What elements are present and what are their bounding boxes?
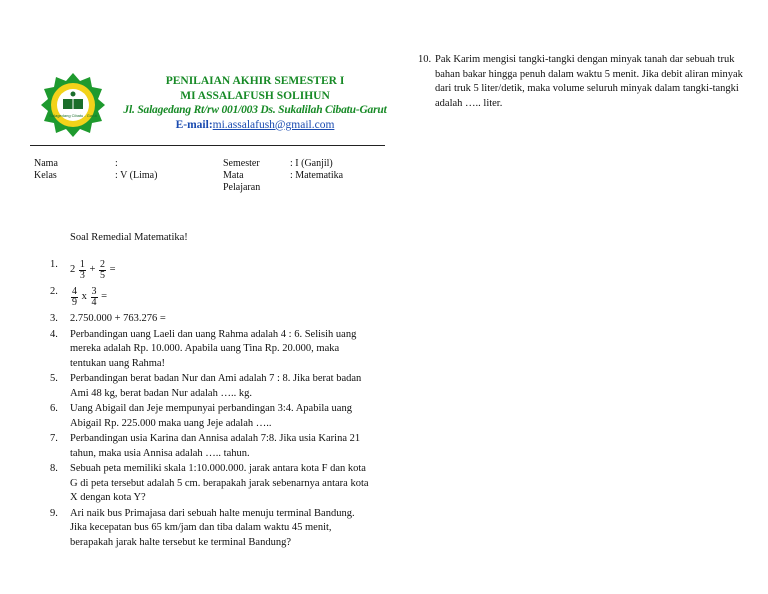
whole-number: 2 xyxy=(70,264,76,276)
mapel-label-1: Mata xyxy=(223,170,244,181)
school-email xyxy=(110,118,400,133)
denominator: 4 xyxy=(91,297,97,308)
question-6 xyxy=(34,402,374,431)
fraction-2 xyxy=(99,260,106,281)
mapel-label-2: Pelajaran xyxy=(223,182,261,193)
school-address: Jl. Salagedang Rt/rw 001/003 Ds. Sukalilah Cibatu-Garut xyxy=(123,104,387,116)
question-text: Perbandingan usia Karina dan Annisa adalah 7:8. Jika usia Karina 21 tahun, maka usia Annisa adalah ….. tahun. xyxy=(70,433,361,459)
school-logo-icon xyxy=(40,72,106,138)
question-text: Sebuah peta memiliki skala 1:10.000.000. jarak antara kota F dan kota G di peta tersebut adalah 5 cm. berapakah jarak sebenarnya antara kota X dengan kota Y? xyxy=(70,463,369,503)
denominator: 9 xyxy=(72,297,77,308)
operator: x xyxy=(81,291,87,303)
question-text: 2.750.000 + 763.276 = xyxy=(70,313,166,324)
question-1 xyxy=(34,258,374,284)
numerator: 1 xyxy=(79,259,85,270)
question-text: Ari naik bus Primajasa dari sebuah halte menuju terminal Bandung. Jika kecepatan bus 65 km/jam dan tiba dalam waktu 45 menit, berapakah jarak halte tersebut ke terminal Bandung? xyxy=(70,507,355,548)
question-number: 6. xyxy=(50,403,58,414)
question-text: Pak Karim mengisi tangki-tangki dengan minyak tanah dar sebuah truk bahan bakar hingga penuh dalam waktu 5 menit. Jika debit aliran minyak dari truk 5 liter/detik, maka volume seluruh minyak dalam tangki-tangki adalah ….. liter. xyxy=(435,54,743,109)
question-number: 2. xyxy=(50,286,58,297)
question-number: 9. xyxy=(50,507,58,519)
nama-label: Nama xyxy=(34,158,58,169)
question-number: 8. xyxy=(50,463,58,474)
kelas-value: : V (Lima) xyxy=(115,170,158,181)
email-label: E-mail: xyxy=(175,118,213,131)
question-3 xyxy=(34,312,374,327)
question-number: 3. xyxy=(50,313,58,324)
question-number: 10. xyxy=(418,54,432,65)
semester-label: Semester xyxy=(223,158,260,169)
fraction-1 xyxy=(71,287,78,308)
school-logo xyxy=(40,72,106,138)
question-9 xyxy=(34,507,374,551)
school-name: MI ASSALAFUSH SOLIHUN xyxy=(180,89,330,102)
fraction-2 xyxy=(91,287,98,308)
question-text: Uang Abigail dan Jeje mempunyai perbandingan 3:4. Apabila uang Abigail Rp. 225.000 maka uang Jeje adalah ….. xyxy=(70,403,352,429)
header-divider xyxy=(30,145,385,146)
equals-sign: = xyxy=(109,264,116,276)
question-list xyxy=(34,258,374,551)
equals-sign: = xyxy=(101,291,108,303)
mapel-value: : Matematika xyxy=(290,170,344,181)
nama-value: : xyxy=(115,158,118,169)
numerator: 3 xyxy=(91,286,97,297)
logo-star-icon xyxy=(71,92,76,97)
question-number: 1. xyxy=(50,259,58,270)
email-link[interactable]: mi.assalafush@gmail.com xyxy=(212,118,335,131)
worksheet-title: Soal Remedial Matematika! xyxy=(70,232,188,243)
question-number: 5. xyxy=(50,373,58,384)
question-2 xyxy=(34,285,374,311)
question-7 xyxy=(34,432,374,461)
logo-text-bottom: Salagedang Cibatu - Garut xyxy=(49,113,97,118)
exam-title: PENILAIAN AKHIR SEMESTER I xyxy=(165,75,345,87)
question-5 xyxy=(34,372,374,401)
question-8 xyxy=(34,462,374,506)
kelas-label: Kelas xyxy=(34,170,57,181)
numerator: 4 xyxy=(72,286,77,297)
fraction-1 xyxy=(79,260,86,281)
denominator: 5 xyxy=(100,270,106,281)
question-text: Perbandingan berat badan Nur dan Ami adalah 7 : 8. Jika berat badan Ami 48 kg, berat badan Nur adalah ….. kg. xyxy=(70,373,362,399)
semester-value: : I (Ganjil) xyxy=(290,158,333,169)
question-number: 4. xyxy=(50,328,58,340)
letterhead xyxy=(110,74,400,132)
question-4 xyxy=(34,328,374,372)
denominator: 3 xyxy=(79,270,85,281)
numerator: 2 xyxy=(100,259,106,270)
question-text: Perbandingan uang Laeli dan uang Rahma adalah 4 : 6. Selisih uang mereka adalah Rp. 10.000. Apabila uang Tina Rp. 20.000, maka tentukan uang Rahma! xyxy=(70,328,357,369)
question-number: 7. xyxy=(50,433,58,444)
operator: + xyxy=(89,264,96,276)
